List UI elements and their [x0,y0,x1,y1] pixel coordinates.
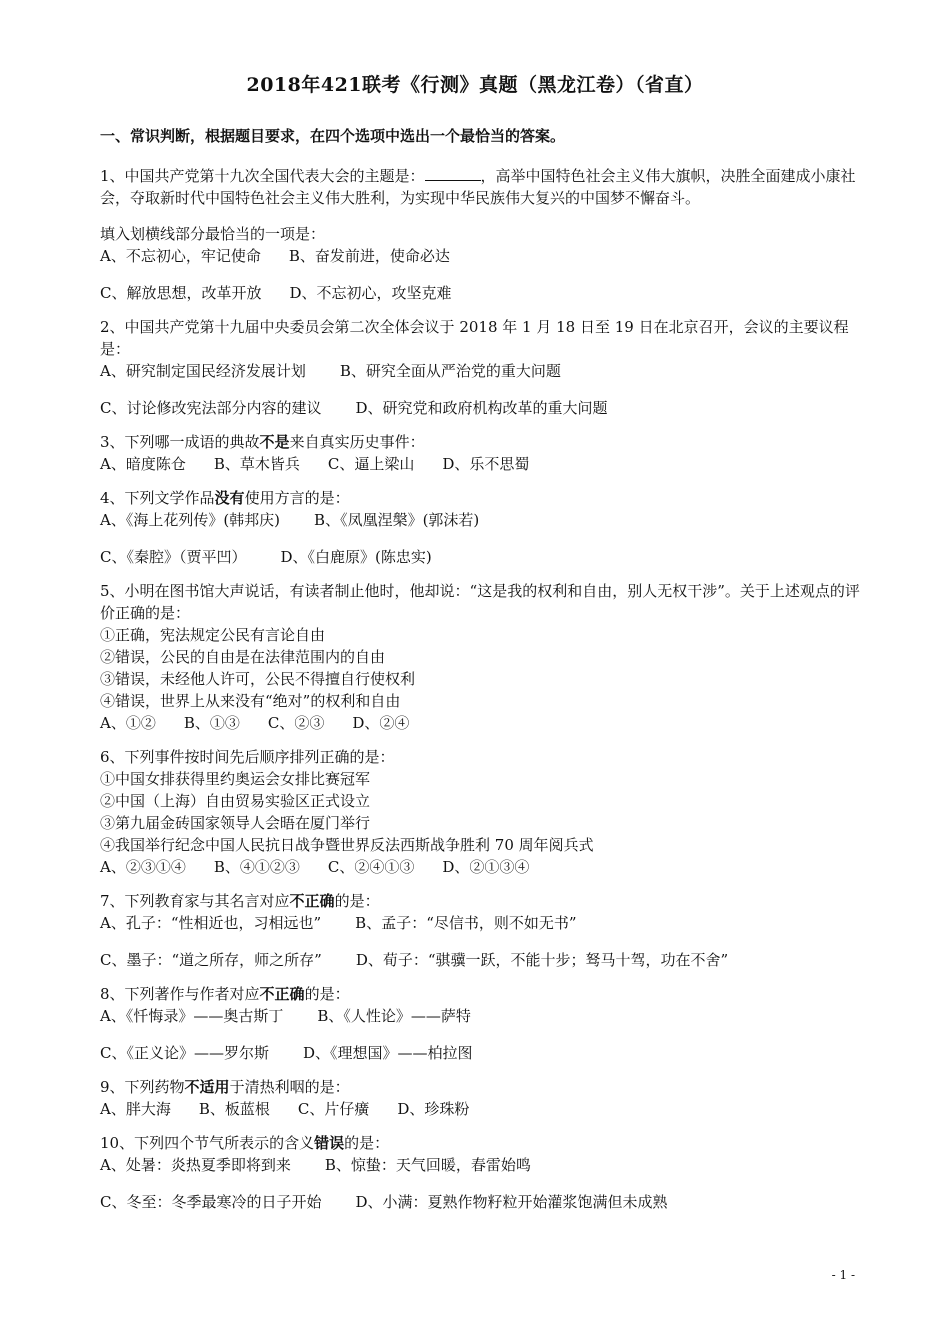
option-a: A、《忏悔录》——奥古斯丁 [100,1007,284,1025]
section-heading: 一、常识判断，根据题目要求，在四个选项中选出一个最恰当的答案。 [100,127,566,145]
option-b: B、奋发前进，使命必达 [288,247,450,265]
question-2-stem: 2、中国共产党第十九届中央委员会第二次全体会议于 2018 年 1 月 18 日至 19 日在北京召开，会议的主要议程是： [100,318,849,358]
option-c: C、墨子：“道之所存，师之所存” [100,951,322,969]
question-9-stem-b: 于清热利咽的是： [229,1078,350,1096]
question-9-stem-a: 9、下列药物 [100,1078,185,1096]
question-2-options-row1 [100,360,860,382]
question-list [100,165,860,1225]
question-1-body [100,223,860,304]
option-c: C、②④①③ [327,858,415,876]
question-1-stem [100,165,860,209]
question-6-item-3: ③第九届金砖国家领导人会晤在厦门举行 [100,814,371,832]
question-6-item-2: ②中国（上海）自由贸易实验区正式设立 [100,792,371,810]
question-5-item-2: ②错误，公民的自由是在法律范围内的自由 [100,648,386,666]
question-4-stem-a: 4、下列文学作品 [100,489,215,507]
question-7-emphasis: 不正确 [289,892,335,910]
question-9-stem [100,1076,860,1098]
question-7-options-row1 [100,912,860,934]
question-6 [100,746,860,878]
question-1-options-row2 [100,282,860,304]
question-6-options [100,856,860,878]
question-6-item-4: ④我国举行纪念中国人民抗日战争暨世界反法西斯战争胜利 70 周年阅兵式 [100,836,594,854]
option-d: D、小满：夏熟作物籽粒开始灌浆饱满但未成熟 [355,1193,668,1211]
option-a: A、不忘初心，牢记使命 [100,247,261,265]
option-b: B、惊蛰：天气回暖，春雷始鸣 [324,1156,531,1174]
question-10-options-row2 [100,1191,860,1213]
question-8-options-row2 [100,1042,860,1064]
option-b: B、《人性论》——萨特 [317,1007,471,1025]
answer-blank [425,166,481,181]
question-5 [100,580,860,734]
question-10-stem-a: 10、下列四个节气所表示的含义 [100,1134,315,1152]
question-7 [100,890,860,971]
question-3-stem-b: 来自真实历史事件： [289,433,425,451]
option-d: D、珍珠粉 [397,1100,470,1118]
option-d: D、乐不思蜀 [442,455,530,473]
question-10-emphasis: 错误 [314,1134,345,1152]
option-d: D、②④ [352,714,410,732]
page-title: 2018年421联考《行测》真题（黑龙江卷）（省直） [246,74,704,96]
question-2-options-row2 [100,397,860,419]
question-9-emphasis: 不适用 [184,1078,230,1096]
option-b: B、①③ [183,714,240,732]
option-d: D、研究党和政府机构改革的重大问题 [355,399,608,417]
question-8-stem-b: 的是： [304,985,350,1003]
page-number: - 1 - [831,1268,855,1282]
question-10-stem [100,1132,860,1154]
option-d: D、荀子：“骐骥一跃，不能十步；驽马十驾，功在不舍” [355,951,729,969]
question-3-emphasis: 不是 [259,433,290,451]
question-3-stem [100,431,860,453]
option-b: B、④①②③ [213,858,300,876]
option-c: C、片仔癀 [297,1100,370,1118]
option-a: A、处暑：炎热夏季即将到来 [100,1156,291,1174]
question-10-options-row1 [100,1154,860,1176]
question-9-options [100,1098,860,1120]
question-5-stem: 5、小明在图书馆大声说话，有读者制止他时，他却说：“这是我的权利和自由，别人无权干涉”。关于上述观点的评价正确的是： [100,582,860,622]
option-b: B、草木皆兵 [213,455,300,473]
question-3-options [100,453,860,475]
question-1-options-row1 [100,245,860,267]
option-b: B、研究全面从严治党的重大问题 [339,362,561,380]
option-b: B、《凤凰涅槃》(郭沫若) [314,511,480,529]
question-9 [100,1076,860,1120]
question-10 [100,1132,860,1213]
question-7-stem-a: 7、下列教育家与其名言对应 [100,892,290,910]
question-1-stem-b: ，高举中国特色社会主义伟大旗帜，决胜全面建成小康社会，夺取新时代中国特色社会主义伟大胜利，为实现中华民族伟大复兴的中国梦不懈奋斗。 [100,167,856,207]
option-c: C、讨论修改宪法部分内容的建议 [100,399,322,417]
question-10-stem-b: 的是： [344,1134,390,1152]
question-7-stem [100,890,860,912]
option-b: B、板蓝根 [198,1100,270,1118]
question-4-options-row2 [100,546,860,568]
option-a: A、②③①④ [100,858,186,876]
question-1 [100,165,860,209]
question-8-stem-a: 8、下列著作与作者对应 [100,985,260,1003]
question-8-stem [100,983,860,1005]
option-d: D、《理想国》——柏拉图 [302,1044,473,1062]
question-8-emphasis: 不正确 [259,985,305,1003]
question-4-emphasis: 没有 [214,489,245,507]
option-c: C、②③ [267,714,325,732]
option-a: A、研究制定国民经济发展计划 [100,362,306,380]
question-6-stem: 6、下列事件按时间先后顺序排列正确的是： [100,748,395,766]
question-5-item-4: ④错误，世界上从来没有“绝对”的权利和自由 [100,692,401,710]
question-5-item-1: ①正确，宪法规定公民有言论自由 [100,626,326,644]
question-6-item-1: ①中国女排获得里约奥运会女排比赛冠军 [100,770,371,788]
option-c: C、《秦腔》（贾平凹） [100,548,247,566]
option-a: A、胖大海 [100,1100,171,1118]
option-b: B、孟子：“尽信书，则不如无书” [355,914,577,932]
question-8 [100,983,860,1064]
question-4-options-row1 [100,509,860,531]
option-c: C、《正义论》——罗尔斯 [100,1044,269,1062]
option-c: C、逼上梁山 [327,455,415,473]
question-3-stem-a: 3、下列哪一成语的典故 [100,433,260,451]
question-2 [100,316,860,419]
option-d: D、不忘初心，攻坚克难 [289,284,452,302]
option-d: D、②①③④ [442,858,530,876]
option-c: C、解放思想，改革开放 [100,284,262,302]
option-a: A、暗度陈仓 [100,455,186,473]
question-4-stem [100,487,860,509]
question-7-options-row2 [100,949,860,971]
option-d: D、《白鹿原》(陈忠实) [280,548,432,566]
option-a: A、《海上花列传》(韩邦庆) [100,511,281,529]
question-3 [100,431,860,475]
question-5-item-3: ③错误，未经他人许可，公民不得擅自行使权利 [100,670,416,688]
question-4 [100,487,860,568]
question-7-stem-b: 的是： [334,892,380,910]
question-8-options-row1 [100,1005,860,1027]
question-5-options [100,712,860,734]
question-1-stem-a: 1、中国共产党第十九次全国代表大会的主题是： [100,167,425,185]
option-c: C、冬至：冬季最寒冷的日子开始 [100,1193,322,1211]
question-4-stem-b: 使用方言的是： [244,489,350,507]
option-a: A、①② [100,714,156,732]
question-1-prompt: 填入划横线部分最恰当的一项是： [100,225,326,243]
option-a: A、孔子：“性相近也，习相远也” [100,914,322,932]
